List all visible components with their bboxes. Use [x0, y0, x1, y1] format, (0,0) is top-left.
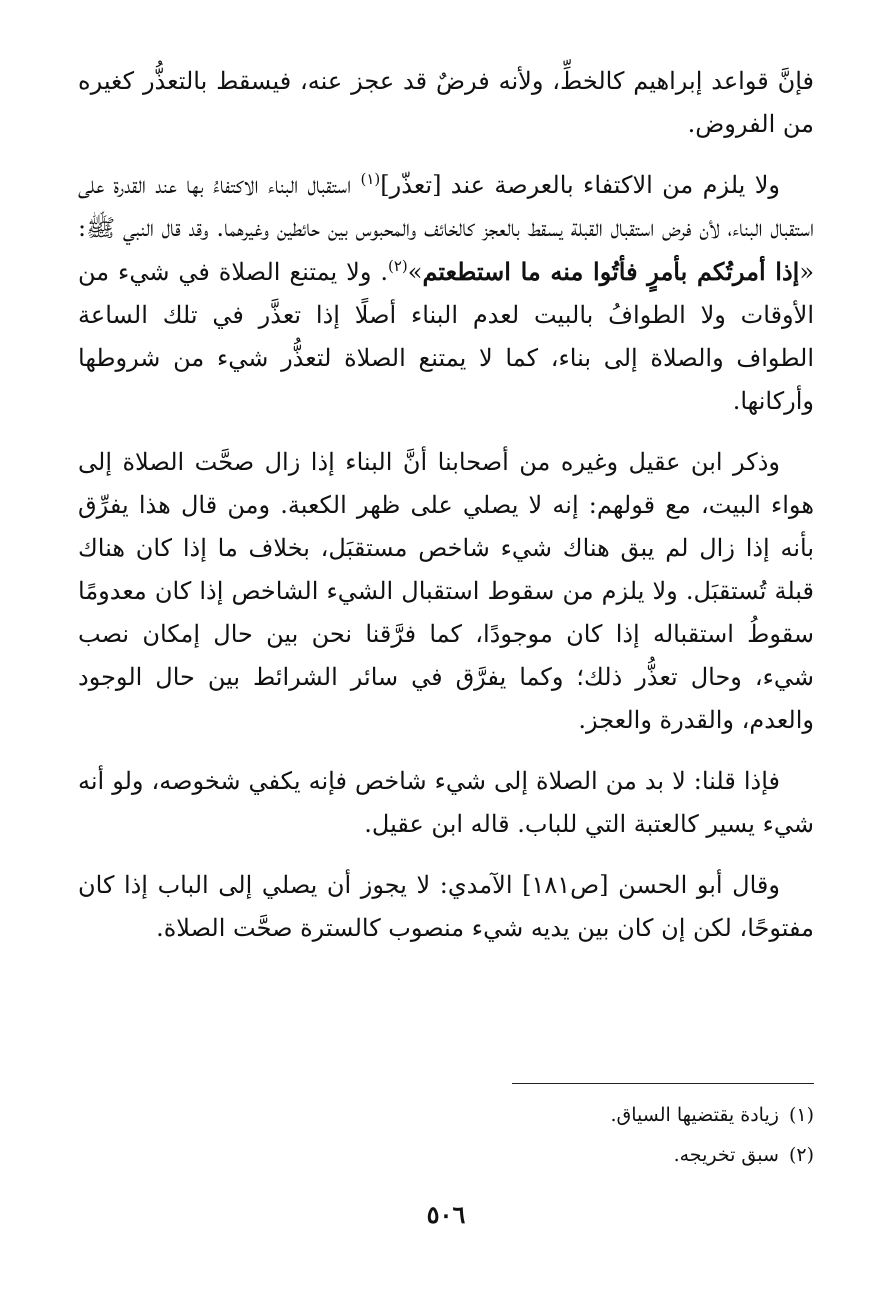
paragraph-1: فإنَّ قواعد إبراهيم كالخطِّ، ولأنه فرضٌ قد عجز عنه، فيسقط بالتعذُّر كغيره من الفروض.	[78, 67, 814, 138]
paragraph-2-text-d: . ولا يمتنع الصلاة في شيء من الأوقات ولا الطوافُ بالبيت لعدم البناء أصلًا إذا تعذَّر في تلك الساعة الطواف والصلاة إلى بناء، كما لا يمتنع الصلاة لتعذُّر شيء من شروطها وأركانها.	[78, 258, 814, 415]
quote-close-mark: »	[407, 258, 423, 286]
footnote-1	[78, 1098, 814, 1132]
page-number: ٥٠٦	[426, 1200, 466, 1229]
footnote-1-number: (١)	[788, 1104, 814, 1126]
footnote-2-text: سبق تخريجه.	[673, 1144, 779, 1166]
footnote-1-text: زيادة يقتضيها السياق.	[610, 1104, 779, 1126]
paragraph-2	[78, 164, 814, 423]
footnote-separator	[512, 1083, 814, 1084]
paragraph-3: وذكر ابن عقيل وغيره من أصحابنا أنَّ البناء إذا زال صحَّت الصلاة إلى هواء البيت، مع قولهم: إنه لا يصلي على ظهر الكعبة. ومن قال هذا يفرِّق بأنه إذا زال لم يبق هناك شيء شاخص مستقبَل، بخلاف ما إذا كان هناك قبلة تُستقبَل. ولا يلزم من سقوط استقبال الشيء الشاخص إذا كان معدومًا سقوطُ استقباله إذا كان موجودًا، كما فرَّقنا نحن بين حال إمكان نصب شيء، وحال تعذُّر ذلك؛ وكما يفرَّق في سائر الشرائط بين حال الوجود والعدم، والقدرة والعجز.	[78, 448, 814, 734]
paragraph-4: فإذا قلنا: لا بد من الصلاة إلى شيء شاخص فإنه يكفي شخوصه، ولو أنه شيء يسير كالعتبة التي للباب. قاله ابن عقيل.	[78, 767, 814, 838]
footnote-2	[78, 1138, 814, 1172]
paragraph-5: وقال أبو الحسن [ص١٨١] الآمدي: لا يجوز أن يصلي إلى الباب إذا كان مفتوحًا، لكن إن كان بين يديه شيء منصوب كالسترة صحَّت الصلاة.	[78, 871, 814, 942]
footnotes	[78, 1098, 814, 1178]
paragraph-2-text-b: استقبال البناء الاكتفاءُ بها عند القدرة على استقبال البناء، لأن فرض استقبال القبلة يسقط بالعجز كالخائف والمحبوس بين حائطين وغيرهما. وقد قال النبي ﷺ: «	[78, 171, 814, 286]
footnote-ref-2[interactable]: (٢)	[387, 257, 408, 275]
paragraph-2-text-a: ولا يلزم من الاكتفاء بالعرصة عند [تعذّر]	[380, 171, 780, 199]
footnote-2-number: (٢)	[788, 1144, 814, 1166]
footnote-ref-1[interactable]: (١)	[360, 170, 381, 188]
hadith-quote: إذا أمرتُكم بأمرٍ فأتُوا منه ما استطعتم	[422, 257, 800, 286]
page-body	[78, 60, 814, 968]
